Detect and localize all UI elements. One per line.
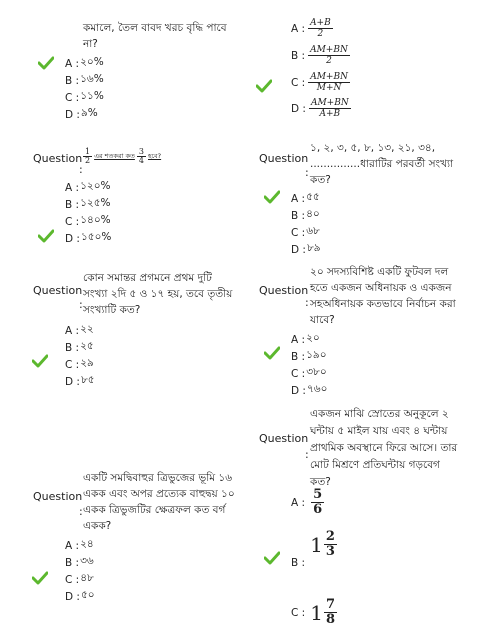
question-line: না? xyxy=(83,38,98,50)
formula-fraction xyxy=(308,18,333,39)
option-key: B : xyxy=(65,198,80,211)
checkmark-icon xyxy=(32,354,48,368)
question-line: ...............ধারাটির পরবর্তী সংখ্যা xyxy=(310,158,454,170)
option-value: ৯% xyxy=(80,107,98,119)
option-c[interactable] xyxy=(291,598,337,627)
option-key: D : xyxy=(65,232,80,245)
option-c[interactable] xyxy=(65,89,104,106)
checkmark-icon xyxy=(264,190,280,204)
option-key: C : xyxy=(291,76,306,89)
question-line: একজন মাঝি স্রোতের অনুকূলে ২ xyxy=(310,408,449,420)
option-value: ৮৫ xyxy=(80,374,95,386)
option-c[interactable] xyxy=(65,356,94,373)
option-key: D : xyxy=(65,375,80,388)
option-c[interactable] xyxy=(65,571,94,588)
option-key: A : xyxy=(291,22,306,35)
option-key: C : xyxy=(291,367,306,380)
fraction-denominator: 2 xyxy=(85,156,91,165)
option-value: ১১% xyxy=(80,90,104,102)
question-line: কমালে, তৈল বাবদ খরচ বৃদ্ধি পাবে xyxy=(83,22,227,34)
mixed-whole: 1 xyxy=(310,532,323,557)
option-key: B : xyxy=(291,556,306,569)
option-b[interactable] xyxy=(65,554,94,571)
option-key: D : xyxy=(65,590,80,603)
formula-fraction xyxy=(324,530,337,559)
option-d[interactable] xyxy=(65,373,95,390)
question-text xyxy=(83,148,161,165)
option-key: A : xyxy=(291,333,306,346)
option-b[interactable] xyxy=(291,45,350,66)
option-value: ১৫০% xyxy=(80,231,112,243)
option-d[interactable] xyxy=(291,382,327,399)
option-value: ১৬% xyxy=(80,73,104,85)
question-line: ঘন্টায় ৫ মাইল যায় এবং ৪ ঘন্টায় xyxy=(310,425,448,437)
formula-fraction xyxy=(311,488,324,517)
checkmark-icon xyxy=(38,56,54,70)
option-key: B : xyxy=(65,74,80,87)
question-colon: : xyxy=(305,166,309,179)
option-c[interactable] xyxy=(291,365,327,382)
option-key: D : xyxy=(65,108,80,121)
question-text xyxy=(83,270,232,318)
option-key: D : xyxy=(291,384,306,397)
option-value: ৩৬ xyxy=(80,555,94,567)
question-label: Question xyxy=(259,432,309,445)
checkmark-icon xyxy=(256,79,272,93)
option-value: ২০ xyxy=(306,332,320,344)
option-value: ১২৫% xyxy=(80,197,111,209)
question-line: মোট মিশ্রণে প্রতিঘন্টায় গড়বেগ xyxy=(310,459,440,471)
option-a[interactable] xyxy=(291,488,324,517)
question-line: সংখ্যাটি কত? xyxy=(83,304,141,316)
option-key: B : xyxy=(291,350,306,363)
question-line: ২০ সদস্যবিশিষ্ট একটি ফুটবল দল xyxy=(310,266,449,278)
fraction-denominator: 4 xyxy=(138,156,144,165)
fraction-denominator: A+B xyxy=(319,109,341,119)
fraction-numerator: 2 xyxy=(325,529,335,544)
option-key: A : xyxy=(65,57,80,70)
question-line: একটি সমদ্বিবাহুর ত্রিভুজের ভূমি ১৬ xyxy=(83,472,233,484)
option-a[interactable] xyxy=(65,55,104,72)
formula-fraction xyxy=(309,98,351,119)
fraction-numerator: AM+BN xyxy=(310,45,348,55)
question-label: Question xyxy=(259,284,309,297)
formula-fraction xyxy=(324,598,337,627)
checkmark-icon xyxy=(264,346,280,360)
option-c[interactable] xyxy=(291,224,320,241)
option-key: C : xyxy=(65,215,80,228)
option-b[interactable] xyxy=(291,529,337,569)
fraction-numerator: 1 xyxy=(85,147,91,156)
fraction-denominator: 2 xyxy=(317,29,324,39)
option-key: C : xyxy=(291,226,306,239)
option-b[interactable] xyxy=(291,348,327,365)
question-text xyxy=(310,264,456,328)
question-middle-text: এর শতকরা কত xyxy=(94,152,135,160)
question-text xyxy=(83,470,235,534)
question-line: প্রাথমিক অবস্থানে ফিরে আসে। তার xyxy=(310,442,458,454)
fraction-denominator: 3 xyxy=(325,544,335,559)
option-key: C : xyxy=(65,573,80,586)
option-key: A : xyxy=(65,181,80,194)
option-b[interactable] xyxy=(65,72,104,89)
option-a[interactable] xyxy=(65,179,111,196)
question-colon: : xyxy=(79,163,83,176)
option-a[interactable] xyxy=(65,322,94,339)
option-value: ৬৮ xyxy=(306,225,320,237)
option-key: A : xyxy=(291,192,306,205)
question-colon: : xyxy=(79,298,83,311)
fraction-numerator: A+B xyxy=(310,18,331,28)
option-value: ৭৬০ xyxy=(306,383,328,395)
question-line: সহঅধিনায়ক কতভাবে নির্বাচন করা xyxy=(310,298,456,310)
question-colon: : xyxy=(305,296,309,309)
option-b[interactable] xyxy=(65,339,94,356)
option-key: D : xyxy=(291,102,306,115)
option-b[interactable] xyxy=(65,196,111,213)
question-label: Question xyxy=(33,284,83,297)
question-line: কত? xyxy=(310,476,331,488)
question-text xyxy=(310,406,457,491)
question-tail-text: হবে? xyxy=(148,152,162,160)
question-line: যাবে? xyxy=(310,314,335,326)
fraction-numerator: AM+BN xyxy=(310,72,348,82)
question-label: Question xyxy=(33,152,83,165)
option-key: B : xyxy=(65,341,80,354)
fraction xyxy=(83,148,92,165)
fraction-numerator: 7 xyxy=(325,597,335,612)
checkmark-icon xyxy=(264,551,280,565)
option-d[interactable] xyxy=(291,98,351,119)
question-colon: : xyxy=(305,448,309,461)
question-label: Question xyxy=(259,152,309,165)
fraction-denominator: 6 xyxy=(313,502,323,517)
option-a[interactable] xyxy=(291,190,320,207)
checkmark-icon xyxy=(32,571,48,585)
option-c[interactable] xyxy=(291,72,350,93)
question-line: একক? xyxy=(83,520,112,532)
option-a[interactable] xyxy=(291,18,333,39)
option-value: ২৯ xyxy=(80,357,94,369)
question-line: কোন সমান্তর প্রগমনে প্রথম দুটি xyxy=(83,272,212,284)
option-value: ৩৮০ xyxy=(306,366,327,378)
option-key: C : xyxy=(291,606,306,619)
option-b[interactable] xyxy=(291,207,320,224)
fraction-numerator: AM+BN xyxy=(310,98,349,108)
option-key: A : xyxy=(65,324,80,337)
option-key: B : xyxy=(65,556,80,569)
option-d[interactable] xyxy=(65,588,95,605)
option-a[interactable] xyxy=(65,537,94,554)
option-key: A : xyxy=(65,539,80,552)
option-d[interactable] xyxy=(291,241,321,258)
option-key: C : xyxy=(65,358,80,371)
option-d[interactable] xyxy=(65,230,111,247)
fraction-denominator: 2 xyxy=(326,56,332,66)
option-value: ২০% xyxy=(80,56,104,68)
option-value: ৫৫ xyxy=(306,191,320,203)
option-key: D : xyxy=(291,243,306,256)
question-label: Question xyxy=(33,490,83,503)
mixed-number xyxy=(310,530,337,559)
option-value: ২৫ xyxy=(80,340,94,352)
option-value: ৪৮ xyxy=(80,572,94,584)
question-colon: : xyxy=(79,505,83,518)
option-value: ১৪০% xyxy=(80,214,111,226)
question-line: একক ত্রিভুজটির ক্ষেত্রফল কত বর্গ xyxy=(83,504,226,516)
option-value: ১২০% xyxy=(80,180,111,192)
option-a[interactable] xyxy=(291,331,320,348)
option-key: B : xyxy=(291,49,306,62)
option-value: ১৯০ xyxy=(306,349,327,361)
option-c[interactable] xyxy=(65,213,111,230)
question-text xyxy=(310,140,453,188)
option-value: ৮৯ xyxy=(306,242,321,254)
option-key: B : xyxy=(291,209,306,222)
question-text xyxy=(83,20,227,52)
option-key: C : xyxy=(65,91,80,104)
question-line: একক এবং অপর প্রত্যেক বাহুদ্বয় ১০ xyxy=(83,488,235,500)
fraction-numerator: 5 xyxy=(313,487,323,502)
option-value: ২২ xyxy=(80,323,94,335)
fraction-numerator: 3 xyxy=(138,147,144,156)
option-key: A : xyxy=(291,496,306,509)
option-d[interactable] xyxy=(65,106,98,123)
fraction xyxy=(137,148,146,165)
mixed-number xyxy=(310,598,337,627)
fraction-denominator: M+N xyxy=(316,83,342,93)
mixed-whole: 1 xyxy=(310,600,323,625)
question-line: ১, ২, ৩, ৫, ৮, ১৩, ২১, ৩৪, xyxy=(310,142,436,154)
fraction-denominator: 8 xyxy=(325,612,335,627)
question-line: হতে একজন অধিনায়ক ও একজন xyxy=(310,282,452,294)
option-value: ৪০ xyxy=(306,208,320,220)
formula-fraction xyxy=(308,72,350,93)
option-value: ২৪ xyxy=(80,538,94,550)
question-line: সংখ্যা ২দি ৫ ও ১৭ হয়, তবে তৃতীয় xyxy=(83,288,233,300)
option-value: ৫০ xyxy=(80,589,95,601)
checkmark-icon xyxy=(38,229,54,243)
formula-fraction xyxy=(308,45,350,66)
question-line: কত? xyxy=(310,174,331,186)
